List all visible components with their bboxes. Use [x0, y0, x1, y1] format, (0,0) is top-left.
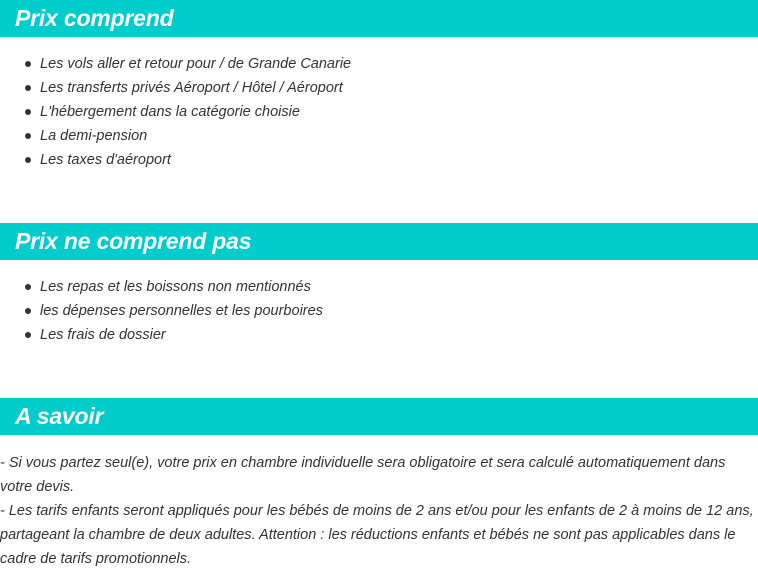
a-savoir-text [0, 451, 756, 571]
list-item [0, 124, 351, 148]
list-item [0, 76, 351, 100]
bullet-icon [25, 308, 31, 314]
list-item [0, 100, 351, 124]
list-item-text: Les frais de dossier [40, 327, 166, 343]
paragraph-single-traveler: - Si vous partez seul(e), votre prix en chambre individuelle sera obligatoire et sera calculé automatiquement dans votre devis. [0, 455, 726, 495]
bullet-icon [25, 85, 31, 91]
list-item-text: Les vols aller et retour pour / de Grande Canarie [40, 56, 352, 72]
list-item [0, 148, 351, 172]
bullet-icon [25, 157, 31, 163]
list-item [0, 299, 323, 323]
section-header-a-savoir [0, 398, 758, 435]
included-list [0, 52, 351, 172]
section-header-prix-ne-comprend-pas [0, 223, 758, 260]
list-item-text: les dépenses personnelles et les pourboires [40, 303, 323, 319]
section-title: Prix ne comprend pas [15, 228, 252, 254]
bullet-icon [25, 109, 31, 115]
section-header-prix-comprend [0, 0, 758, 37]
list-item-text: Les transferts privés Aéroport / Hôtel / Aéroport [40, 80, 343, 96]
list-item-text: La demi-pension [40, 128, 148, 144]
bullet-icon [25, 284, 31, 290]
list-item [0, 52, 351, 76]
bullet-icon [25, 61, 31, 67]
section-title: A savoir [15, 403, 104, 429]
list-item [0, 275, 323, 299]
bullet-icon [25, 133, 31, 139]
section-title: Prix comprend [15, 5, 174, 31]
paragraph-child-rates: - Les tarifs enfants seront appliqués pour les bébés de moins de 2 ans et/ou pour les enfants de 2 à moins de 12 ans, partageant la chambre de deux adultes. Attention : les réductions enfants et bébés ne sont pas applicables dans le cadre de tarifs promotionnels. [0, 503, 754, 567]
list-item-text: Les taxes d'aéroport [40, 152, 171, 168]
excluded-list [0, 275, 323, 347]
bullet-icon [25, 332, 31, 338]
list-item [0, 323, 323, 347]
list-item-text: L'hébergement dans la catégorie choisie [40, 104, 300, 120]
list-item-text: Les repas et les boissons non mentionnés [40, 279, 311, 295]
